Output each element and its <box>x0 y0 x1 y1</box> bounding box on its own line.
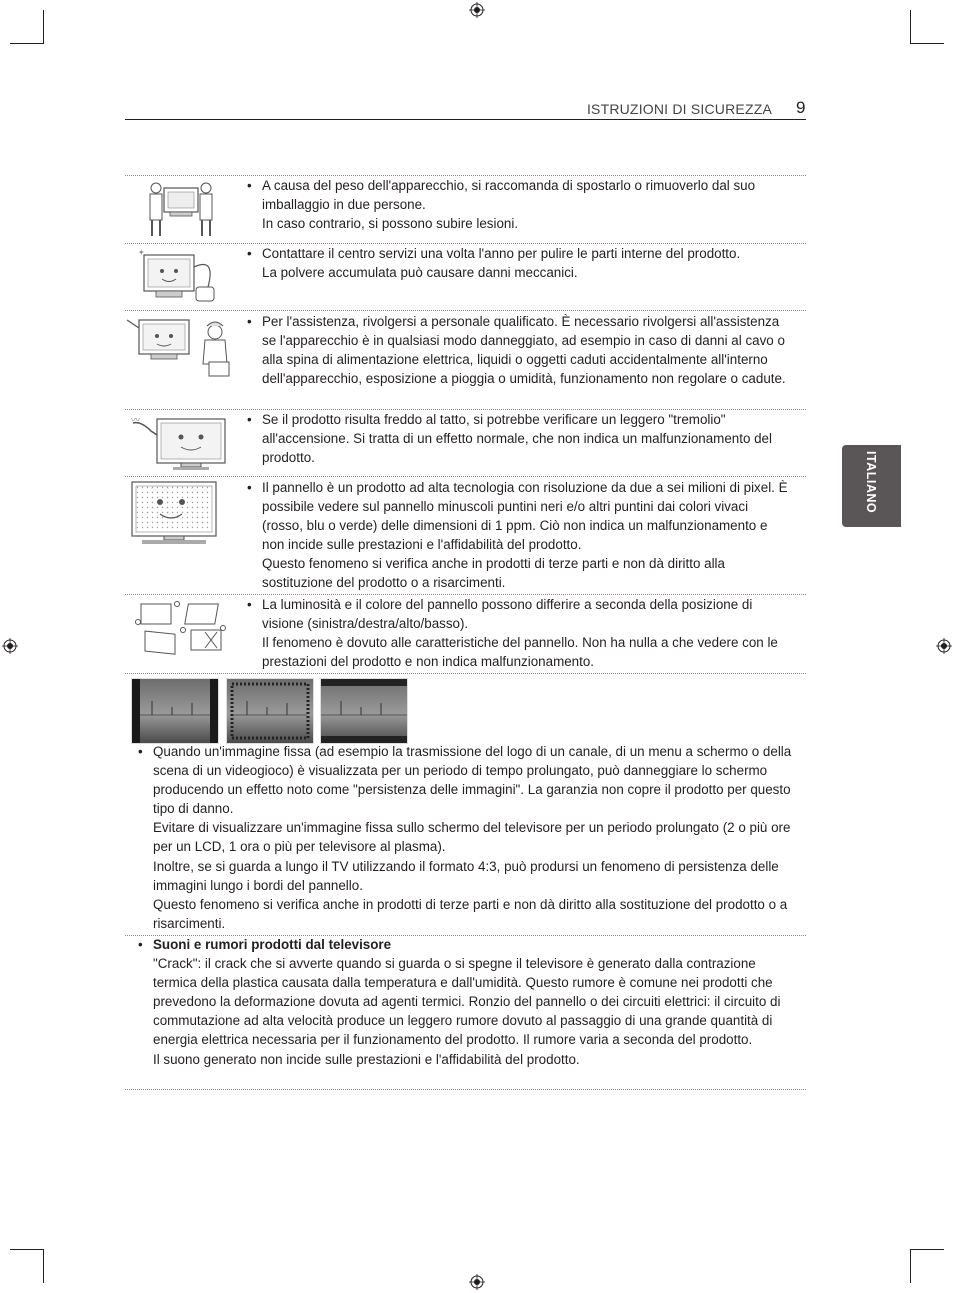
tv-vacuum-cleaning-icon <box>136 247 222 307</box>
list-item-text: La polvere accumulata può causare danni meccanici. <box>262 265 578 280</box>
crop-mark <box>910 1249 911 1283</box>
crop-mark <box>43 10 44 44</box>
list-item <box>247 176 792 233</box>
bullet-icon: • <box>247 412 252 427</box>
list-item-text: Il suono generato non incide sulle prestazioni e l'affidabilità del prodotto. <box>153 1051 580 1067</box>
image-retention-sample-image <box>131 678 219 744</box>
bullet-icon: • <box>138 937 143 952</box>
list-item-text: Quando un'immagine fissa (ad esempio la trasmissione del logo di un canale, di un menu a schermo o della scena di un videogioco) è visualizzata per un periodo di tempo prolungato, può danneggiare lo schermo producendo un effetto noto come "persistenza delle immagini". La garanzia non copre il prodotto per questo tipo di danno. <box>153 744 792 817</box>
bullet-icon: • <box>247 314 252 329</box>
svg-text:〰: 〰 <box>131 415 141 425</box>
list-item <box>247 244 792 282</box>
list-item-text: Il pannello è un prodotto ad alta tecnologia con risoluzione da due a sei milioni di pixel. È possibile vedere sul pannello minuscoli puntini neri e/o altri puntini dai colori vivaci (rosso, blu o verde) delle dimensioni di 1 ppm. Ciò non indica un malfunzionamento e non incide sulle prestazioni e l'affidabilità del prodotto. <box>262 480 788 552</box>
list-item-text: In caso contrario, si possono subire lesioni. <box>262 216 519 231</box>
list-item-text: A causa del peso dell'apparecchio, si raccomanda di spostarlo o rimuoverlo dal suo imballaggio in due persone. <box>262 178 756 212</box>
bullet-icon: • <box>247 246 252 261</box>
list-item <box>247 478 792 592</box>
crop-mark <box>910 43 944 44</box>
tv-technician-icon <box>125 314 235 378</box>
list-item-text: La luminosità e il colore del pannello possono differire a seconda della posizione di visione (sinistra/destra/alto/basso). <box>262 597 753 631</box>
viewing-angle-tvs-icon <box>135 600 227 656</box>
svg-text:✦: ✦ <box>138 248 145 257</box>
tv-pixel-dots-icon <box>130 480 218 548</box>
list-item-text: Se il prodotto risulta freddo al tatto, si potrebbe verificare un leggero "tremolio" all'accensione. Si tratta di un effetto normale, che non indica un malfunzionamento del prodotto. <box>262 412 772 465</box>
crop-mark <box>10 43 44 44</box>
list-item-text: Evitare di visualizzare un'immagine fissa sullo schermo del televisore per un periodo prolungato (2 o più ore per un LCD, 1 ora o più per televisore al plasma). <box>153 820 791 855</box>
row-divider <box>125 476 806 477</box>
list-item-text: Per l'assistenza, rivolgersi a personale qualificato. È necessario rivolgersi all'assistenza se l'apparecchio è in qualsiasi modo danneggiato, ad esempio in caso di danni al cavo o alla spina di alimentazione elettrica, liquidi o oggetti caduti accidentalmente all'interno dell'apparecchio, esposizione a pioggia o umidità, funzionamento non regolare o cadute. <box>262 314 786 386</box>
list-item-text: Il fenomeno è dovuto alle caratteristiche del pannello. Non ha nulla a che vedere con le prestazioni del prodotto e non indica malfunzionamento. <box>262 635 778 669</box>
image-retention-sample-image <box>320 678 408 744</box>
image-retention-note <box>138 742 798 933</box>
row-divider <box>125 673 806 674</box>
bullet-icon: • <box>247 178 252 193</box>
bullet-icon: • <box>138 744 143 759</box>
list-item <box>247 312 792 388</box>
row-divider <box>125 1089 806 1090</box>
list-item-text: Contattare il centro servizi una volta l'anno per pulire le parti interne del prodotto. <box>262 246 741 261</box>
list-item <box>247 410 792 467</box>
section-title: ISTRUZIONI DI SICUREZZA <box>586 101 772 117</box>
crop-mark <box>910 10 911 44</box>
page-number: 9 <box>796 98 806 117</box>
bullet-icon: • <box>247 480 252 495</box>
header-rule <box>125 119 806 120</box>
crop-mark <box>43 1249 44 1283</box>
registration-mark-icon <box>2 638 18 654</box>
list-item-text: Questo fenomeno si verifica anche in prodotti di terze parti e non dà diritto alla sostituzione del prodotto o a risarcimenti. <box>262 556 725 590</box>
language-tab-label: ITALIANO <box>864 451 878 514</box>
two-people-carrying-tv-icon <box>146 180 216 240</box>
language-tab <box>842 445 901 527</box>
registration-mark-icon <box>469 1274 485 1290</box>
row-divider <box>125 310 806 311</box>
list-item-text: Questo fenomeno si verifica anche in prodotti di terze parti e non dà diritto alla sostituzione del prodotto o a risarcimenti. <box>153 896 788 931</box>
noise-title: Suoni e rumori prodotti dal televisore <box>153 937 392 952</box>
registration-mark-icon <box>936 638 952 654</box>
registration-mark-icon <box>469 2 485 18</box>
noise-note <box>138 935 798 1069</box>
crop-mark <box>10 1249 44 1250</box>
list-item-text: Inoltre, se si guarda a lungo il TV utilizzando il formato 4:3, può prodursi un fenomeno di persistenza delle immagini lungo i bordi del pannello. <box>153 858 779 893</box>
list-item <box>247 595 792 671</box>
list-item-text: "Crack": il crack che si avverte quando si guarda o si spegne il televisore è generato dalla contrazione termica della plastica causata dalla temperatura e dall'umidità. Questo rumore è comune nei prodotti che prevedono la deformazione dovuta ad agenti termici. Ronzio del pannello o dei circuiti elettrici: il circuito di commutazione ad alta velocità produce un leggero rumore dovuto al passaggio di una grande quantità di energia elettrica necessaria per il funzionamento del prodotto. Il rumore varia a seconda del prodotto. <box>153 956 781 1048</box>
crop-mark <box>910 1249 944 1250</box>
cold-tv-touch-icon <box>129 413 229 475</box>
image-retention-sample-image <box>226 678 314 744</box>
bullet-icon: • <box>247 597 252 612</box>
